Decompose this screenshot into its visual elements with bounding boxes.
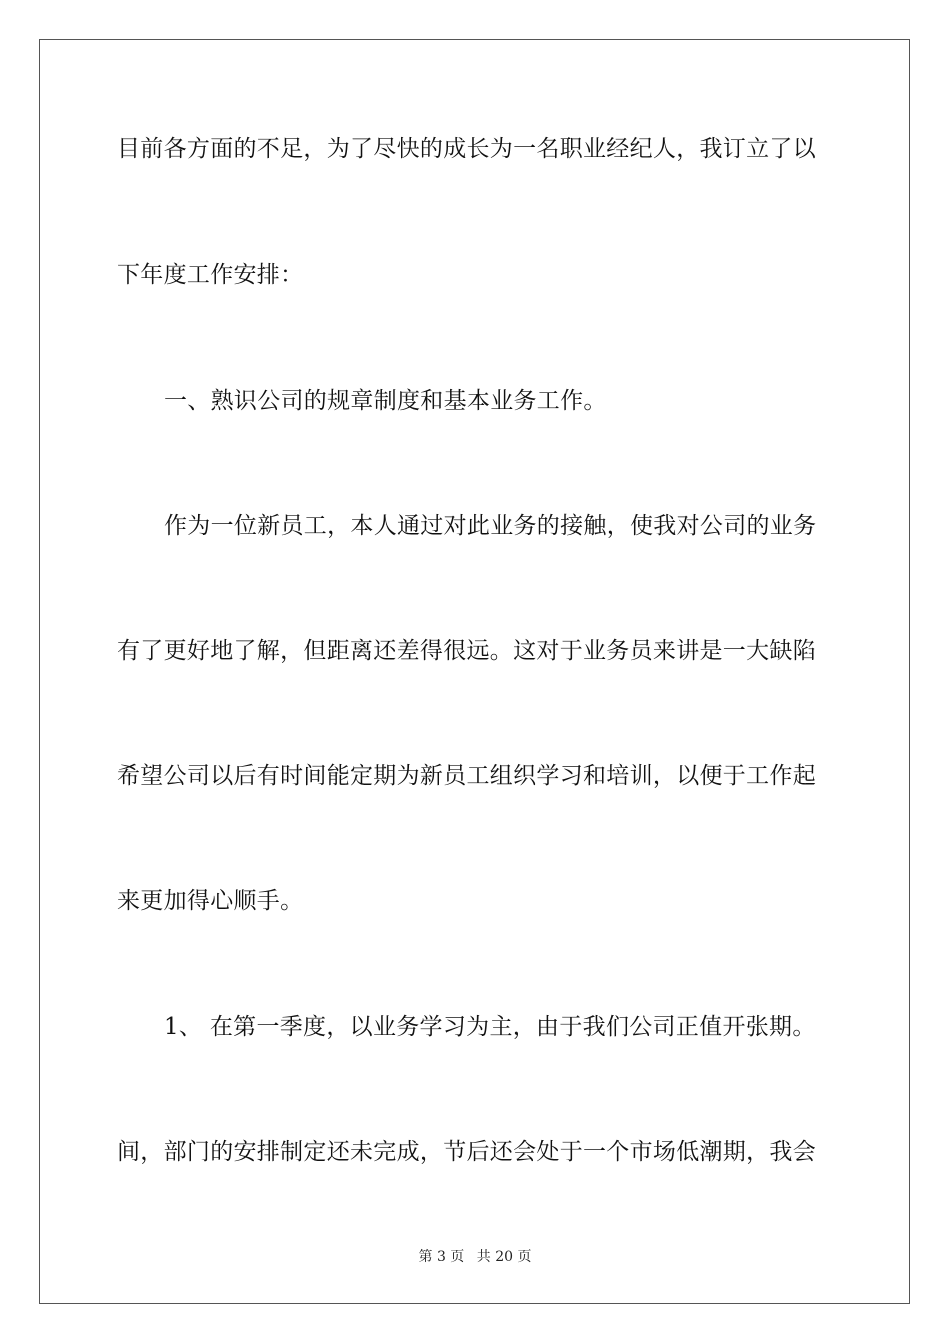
- page-footer: [0, 1248, 950, 1266]
- page-number: 第 3 页: [418, 1249, 465, 1265]
- text-line: 来更加得心顺手。: [117, 888, 304, 914]
- text-line: 作为一位新员工，本人通过对此业务的接触，使我对公司的业务: [164, 513, 817, 539]
- text-line: 希望公司以后有时间能定期为新员工组织学习和培训，以便于工作起: [117, 763, 816, 789]
- text-line: 有了更好地了解，但距离还差得很远。这对于业务员来讲是一大缺陷: [117, 638, 816, 664]
- page-frame: [39, 39, 910, 1304]
- text-line: 下年度工作安排：: [117, 262, 304, 288]
- text-line: 间，部门的安排制定还未完成，节后还会处于一个市场低潮期，我会: [117, 1139, 816, 1165]
- list-item: 1、 在第一季度，以业务学习为主，由于我们公司正值开张期。: [164, 1014, 816, 1040]
- text-line: 目前各方面的不足，为了尽快的成长为一名职业经纪人，我订立了以: [117, 136, 816, 162]
- page-total: 共 20 页: [476, 1249, 532, 1265]
- section-heading: 一、熟识公司的规章制度和基本业务工作。: [164, 388, 607, 414]
